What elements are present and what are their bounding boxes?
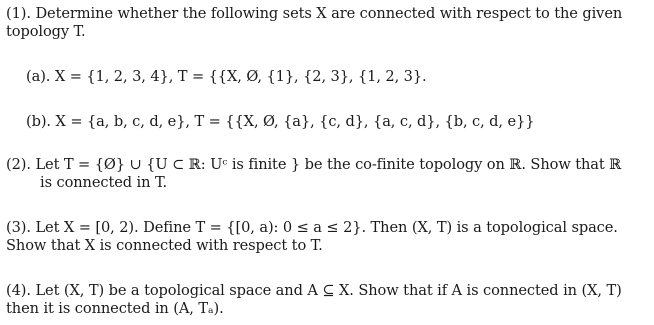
problem-2-line-1: (2). Let T = {Ø} ∪ {U ⊂ ℝ: Uᶜ is finite } be the co-finite topology on ℝ. Show that ℝ bbox=[6, 156, 622, 173]
problem-1a: (a). X = {1, 2, 3, 4}, T = {{X, Ø, {1}, {2, 3}, {1, 2, 3}. bbox=[26, 68, 427, 85]
problem-3-line-1: (3). Let X = [0, 2). Define T = {[0, a): 0 ≤ a ≤ 2}. Then (X, T) is a topological space. bbox=[6, 219, 618, 236]
problem-4-line-1: (4). Let (X, T) be a topological space and A ⊆ X. Show that if A is connected in (X, T) bbox=[6, 282, 622, 299]
problem-1-line-2: topology T. bbox=[6, 23, 86, 40]
problem-3-line-2: Show that X is connected with respect to T. bbox=[6, 237, 323, 254]
problem-4-line-2: then it is connected in (A, Tₐ). bbox=[6, 300, 224, 317]
problem-1b: (b). X = {a, b, c, d, e}, T = {{X, Ø, {a}, {c, d}, {a, c, d}, {b, c, d, e}} bbox=[26, 113, 535, 130]
problem-2-line-2: is connected in T. bbox=[40, 174, 167, 191]
problem-1-line-1: (1). Determine whether the following sets X are connected with respect to the given bbox=[6, 5, 623, 22]
